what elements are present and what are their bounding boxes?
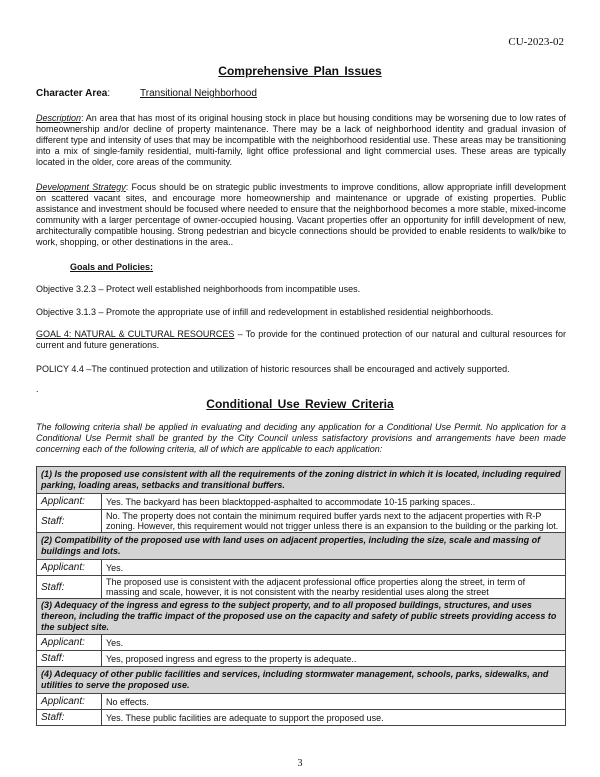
page-number: 3 xyxy=(297,758,303,769)
description-text: : An area that has most of its original housing stock in place but housing conditions may be worsening due to low rates of homeownership and/or decline of property maintenance. There may be a lack of neighborhood identity and gradual invasion of different type and intensity of uses that may be incompatible with the neighborhood residential use. These areas may be transitioning into a mix of single-family residential, multi-family, light office professional and light commercial uses. These areas are typically located in the older, core areas of the community. xyxy=(36,113,566,167)
applicant-label: Applicant: xyxy=(37,494,102,510)
policy-4-4: POLICY 4.4 –The continued protection and utilization of historic resources shall be encouraged and actively supported. xyxy=(36,364,510,374)
criterion-3-staff-row xyxy=(37,651,566,667)
criteria-table xyxy=(36,466,566,726)
objective-3-2-3: Objective 3.2.3 – Protect well established neighborhoods from incompatible uses. xyxy=(36,284,361,294)
applicant-response: Yes. xyxy=(102,560,566,576)
goal-4-label: GOAL 4: NATURAL & CULTURAL RESOURCES xyxy=(36,329,235,339)
applicant-label: Applicant: xyxy=(37,560,102,576)
criterion-4-staff-row xyxy=(37,710,566,726)
criterion-2-staff-row xyxy=(37,576,566,599)
criteria-intro: The following criteria shall be applied in evaluating and deciding any application for a Conditional Use Permit. No application for a Conditional Use Permit shall be granted by the City Council unless satisfactory provisions and arrangements have been made concerning each of the following criteria, all of which are applicable to each application: xyxy=(36,422,566,454)
criterion-question: (1) Is the proposed use consistent with all the requirements of the zoning district in which it is located, including required parking, loading areas, setbacks and transitional buffers. xyxy=(37,467,566,494)
criterion-4-applicant-row xyxy=(37,694,566,710)
description-paragraph xyxy=(36,113,566,168)
criterion-question: (3) Adequacy of the ingress and egress to the subject property, and to all proposed buildings, structures, and uses thereon, including the traffic impact of the proposed use on the capacity and safety of public streets providing access to the subject site. xyxy=(37,599,566,635)
criterion-question: (4) Adequacy of other public facilities and services, including stormwater management, schools, parks, sidewalks, and utilities to serve the proposed use. xyxy=(37,667,566,694)
character-area xyxy=(36,88,257,99)
staff-response: The proposed use is consistent with the adjacent professional office properties along the street, in term of massing and scale, however, it is not consistent with the nearby residential uses along the street xyxy=(102,576,566,599)
character-area-colon: : xyxy=(107,88,111,99)
comprehensive-plan-title: Comprehensive Plan Issues xyxy=(218,64,382,78)
applicant-response: No effects. xyxy=(102,694,566,710)
criterion-1-staff-row xyxy=(37,510,566,533)
criteria-title: Conditional Use Review Criteria xyxy=(206,397,394,411)
applicant-label: Applicant: xyxy=(37,635,102,651)
goal-4 xyxy=(36,329,566,351)
document-number: CU-2023-02 xyxy=(508,36,564,48)
staff-response: No. The property does not contain the minimum required buffer yards next to the adjacent properties with R-P zoning. However, this requirement would not trigger unless there is an expansion to the building or the parking lot. xyxy=(102,510,566,533)
criterion-1-question-row xyxy=(37,467,566,494)
character-area-value: Transitional Neighborhood xyxy=(140,88,257,99)
staff-label: Staff: xyxy=(37,710,102,726)
goals-heading: Goals and Policies: xyxy=(70,262,154,272)
criterion-3-applicant-row xyxy=(37,635,566,651)
development-strategy-text: : Focus should be on strategic public investments to improve conditions, allow appropriate infill development on scattered vacant sites, and encourage more homeownership and maintenance or upgrade of existing properties. Public assistance and investment should be focused where needed to ensure that the neighborhood becomes a more stable, mixed-income community with a larger percentage of owner-occupied housing. Vacant properties offer an opportunity for infill development of new, architecturally compatible housing. Strong pedestrian and bicycle connections should be provided to enable residents to walk/bike to work, shopping, or other destinations in the area.. xyxy=(36,182,566,247)
staff-label: Staff: xyxy=(37,651,102,667)
development-strategy-label: Development Strategy xyxy=(36,182,126,192)
staff-response: Yes. These public facilities are adequate to support the proposed use. xyxy=(102,710,566,726)
objective-3-1-3: Objective 3.1.3 – Promote the appropriate use of infill and redevelopment in established residential neighborhoods. xyxy=(36,307,494,317)
staff-label: Staff: xyxy=(37,510,102,533)
criterion-2-applicant-row xyxy=(37,560,566,576)
character-area-label: Character Area xyxy=(36,88,108,99)
criterion-1-applicant-row xyxy=(37,494,566,510)
goal-4-text: – To provide for the continued protection of our natural and cultural resources for current and future generations. xyxy=(36,329,566,350)
criterion-3-question-row xyxy=(37,599,566,635)
applicant-response: Yes. xyxy=(102,635,566,651)
description-label: Description xyxy=(36,113,82,123)
applicant-response: Yes. The backyard has been blacktopped-asphalted to accommodate 10-15 parking spaces.. xyxy=(102,494,566,510)
criterion-2-question-row xyxy=(37,533,566,560)
staff-response: Yes, proposed ingress and egress to the property is adequate.. xyxy=(102,651,566,667)
stray-dot: . xyxy=(36,384,39,394)
staff-label: Staff: xyxy=(37,576,102,599)
criterion-question: (2) Compatibility of the proposed use with land uses on adjacent properties, including the size, scale and massing of buildings and lots. xyxy=(37,533,566,560)
development-strategy-paragraph xyxy=(36,182,566,248)
criterion-4-question-row xyxy=(37,667,566,694)
applicant-label: Applicant: xyxy=(37,694,102,710)
